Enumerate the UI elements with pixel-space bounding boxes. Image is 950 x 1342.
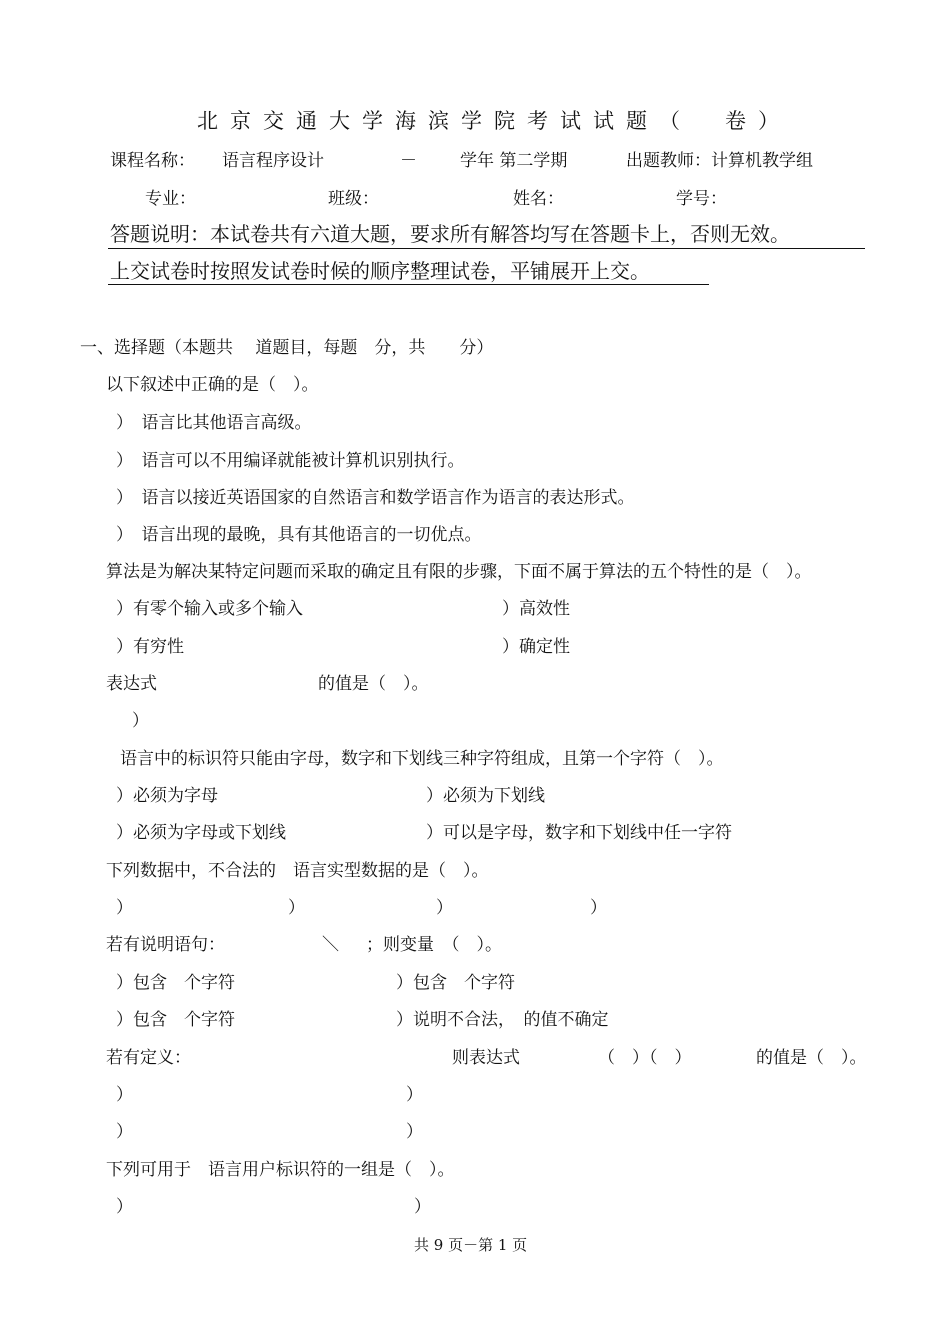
course-label: 课程名称：: [110, 151, 195, 171]
section-heading: 一、选择题（本题共 道题目，每题 分，共 分）: [80, 338, 494, 358]
instructions-underline-2: [108, 284, 709, 285]
name-label: 姓名：: [513, 189, 564, 209]
question-6-option-a: ）包含 个字符: [116, 973, 235, 993]
student-id-label: 学号：: [676, 189, 727, 209]
question-5-option-c: ）: [436, 898, 453, 918]
question-7-stem-mid: 则表达式: [452, 1048, 520, 1068]
question-7-option-d: ）: [406, 1122, 423, 1142]
question-1-option-c: ） 语言以接近英语国家的自然语言和数学语言作为语言的表达形式。: [116, 488, 635, 508]
page-footer: 共 9 页－第 1 页: [414, 1236, 528, 1254]
question-5-option-b: ）: [288, 898, 305, 918]
year-dash: －: [400, 151, 417, 171]
question-5-option-a: ）: [116, 898, 133, 918]
question-1-option-b: ） 语言可以不用编译就能被计算机识别执行。: [116, 451, 465, 471]
question-7-stem-left: 若有定义：: [106, 1048, 191, 1068]
question-3-stem-left: 表达式: [106, 674, 157, 694]
teacher: 出题教师：计算机教学组: [626, 151, 813, 171]
question-2-option-a: ）有零个输入或多个输入: [116, 599, 303, 619]
question-5-option-d: ）: [590, 898, 607, 918]
question-4-option-a: ）必须为字母: [116, 786, 218, 806]
course-name: 语言程序设计: [222, 151, 324, 171]
question-2-option-b: ）高效性: [502, 599, 570, 619]
question-8-option-a: ）: [116, 1197, 133, 1217]
question-6-option-b: ）包含 个字符: [396, 973, 515, 993]
question-7-option-b: ）: [406, 1085, 423, 1105]
question-8-option-b: ）: [414, 1197, 431, 1217]
question-7-option-c: ）: [116, 1122, 133, 1142]
question-3-option-a: ）: [132, 711, 149, 731]
question-6-option-c: ）包含 个字符: [116, 1010, 235, 1030]
question-4-option-b: ）必须为下划线: [426, 786, 545, 806]
question-7-option-a: ）: [116, 1085, 133, 1105]
question-6-stem-right: ；则变量 （ ）。: [366, 935, 502, 955]
instructions-line-2: 上交试卷时按照发试卷时候的顺序整理试卷，平铺展开上交。: [110, 259, 650, 283]
class-label: 班级：: [328, 189, 379, 209]
question-4-stem: 语言中的标识符只能由字母，数字和下划线三种字符组成，且第一个字符（ ）。: [120, 749, 724, 769]
question-2-stem: 算法是为解决某特定问题而采取的确定且有限的步骤，下面不属于算法的五个特性的是（ ）。: [106, 562, 812, 582]
instructions-underline-1: [108, 248, 865, 249]
question-2-option-c: ）有穷性: [116, 637, 184, 657]
question-3-stem-right: 的值是（ ）。: [318, 674, 429, 694]
question-7-parens: （ ）（ ）: [598, 1048, 692, 1068]
question-6-backslash: ＼: [322, 935, 339, 955]
question-4-option-d: ）可以是字母，数字和下划线中任一字符: [426, 823, 732, 843]
question-4-option-c: ）必须为字母或下划线: [116, 823, 286, 843]
term: 学年 第二学期: [460, 151, 568, 171]
question-6-stem-left: 若有说明语句：: [106, 935, 225, 955]
question-1-stem: 以下叙述中正确的是（ ）。: [106, 375, 319, 395]
question-7-stem-right: 的值是（ ）。: [756, 1048, 867, 1068]
exam-title: 北京交通大学海滨学院考试试题（ 卷）: [197, 109, 791, 133]
question-1-option-a: ） 语言比其他语言高级。: [116, 413, 312, 433]
question-6-option-d: ）说明不合法， 的值不确定: [396, 1010, 609, 1030]
question-2-option-d: ）确定性: [502, 637, 570, 657]
major-label: 专业：: [145, 189, 196, 209]
question-5-stem: 下列数据中，不合法的 语言实型数据的是（ ）。: [106, 861, 489, 881]
instructions-line-1: 答题说明：本试卷共有六道大题，要求所有解答均写在答题卡上，否则无效。: [110, 222, 790, 246]
question-1-option-d: ） 语言出现的最晚，具有其他语言的一切优点。: [116, 525, 482, 545]
question-8-stem: 下列可用于 语言用户标识符的一组是（ ）。: [106, 1160, 455, 1180]
